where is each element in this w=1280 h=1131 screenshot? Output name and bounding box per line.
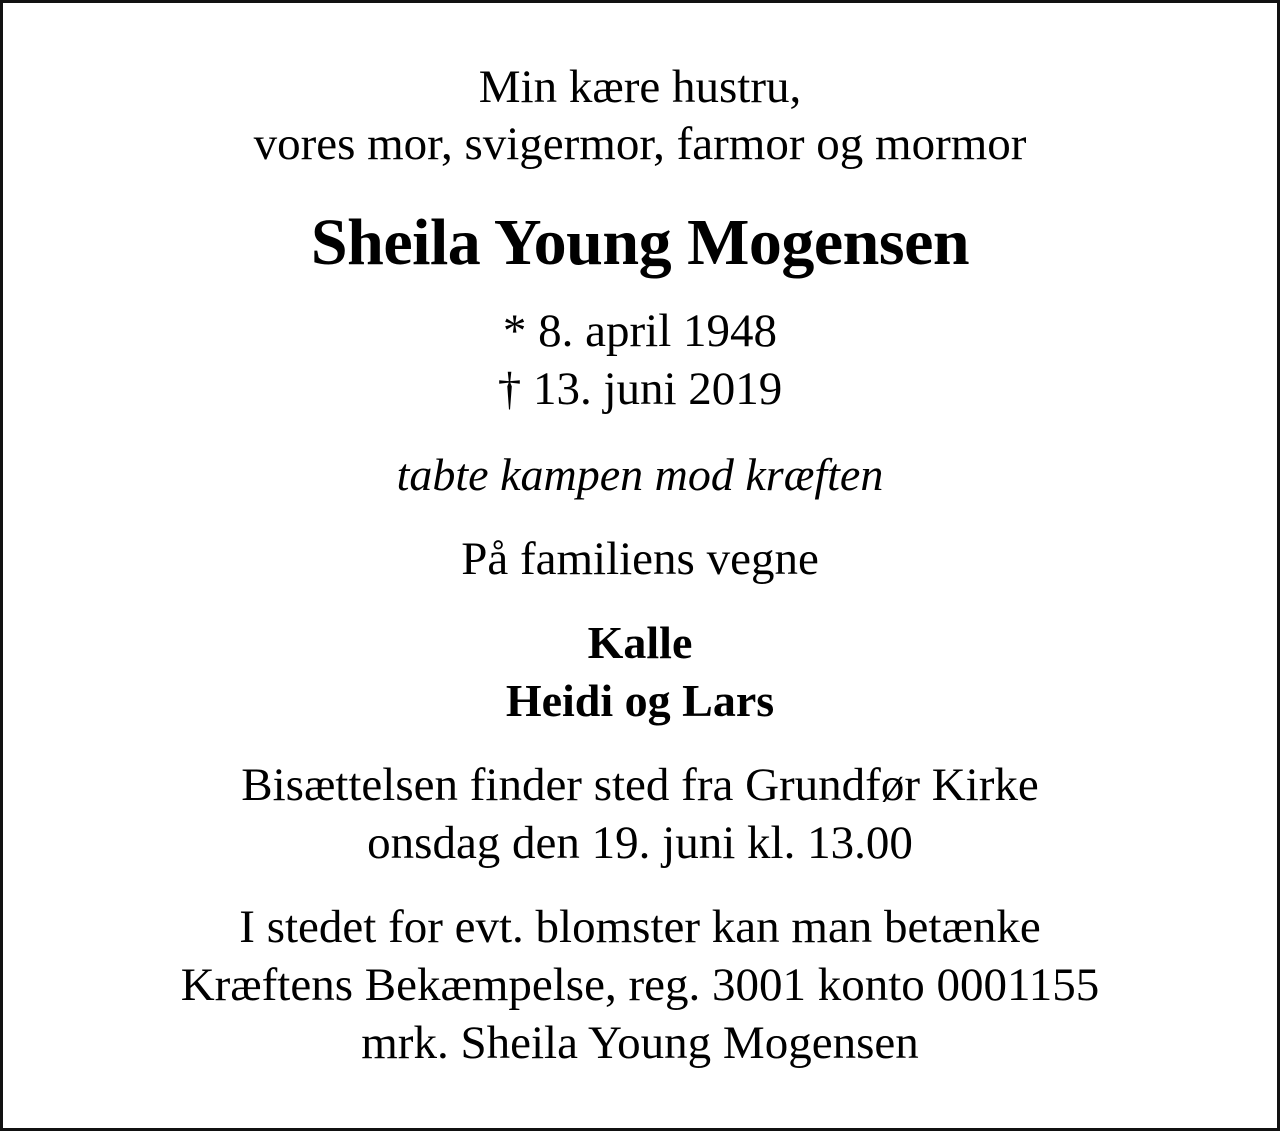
- donation-line-3: mrk. Sheila Young Mogensen: [361, 1017, 919, 1069]
- donation-line-1: I stedet for evt. blomster kan man betænke: [239, 901, 1041, 953]
- ceremony-line-1: Bisættelsen finder sted fra Grundfør Kirke: [241, 759, 1039, 811]
- ceremony-line-2: onsdag den 19. juni kl. 13.00: [367, 817, 913, 869]
- signatory-line-2: Heidi og Lars: [505, 675, 775, 726]
- signatory-line-1: Kalle: [587, 617, 693, 668]
- death-date: † 13. juni 2019: [497, 363, 783, 415]
- birth-date: * 8. april 1948: [502, 305, 778, 357]
- donation-line-2: Kræftens Bekæmpelse, reg. 3001 konto 0001155: [180, 959, 1100, 1011]
- intro-line-2: vores mor, svigermor, farmor og mormor: [253, 118, 1027, 170]
- cause-of-death: tabte kampen mod kræften: [396, 449, 884, 500]
- deceased-name: Sheila Young Mogensen: [310, 206, 970, 279]
- intro-line-1: Min kære hustru,: [478, 61, 802, 113]
- on-behalf-line: På familiens vegne: [461, 533, 819, 585]
